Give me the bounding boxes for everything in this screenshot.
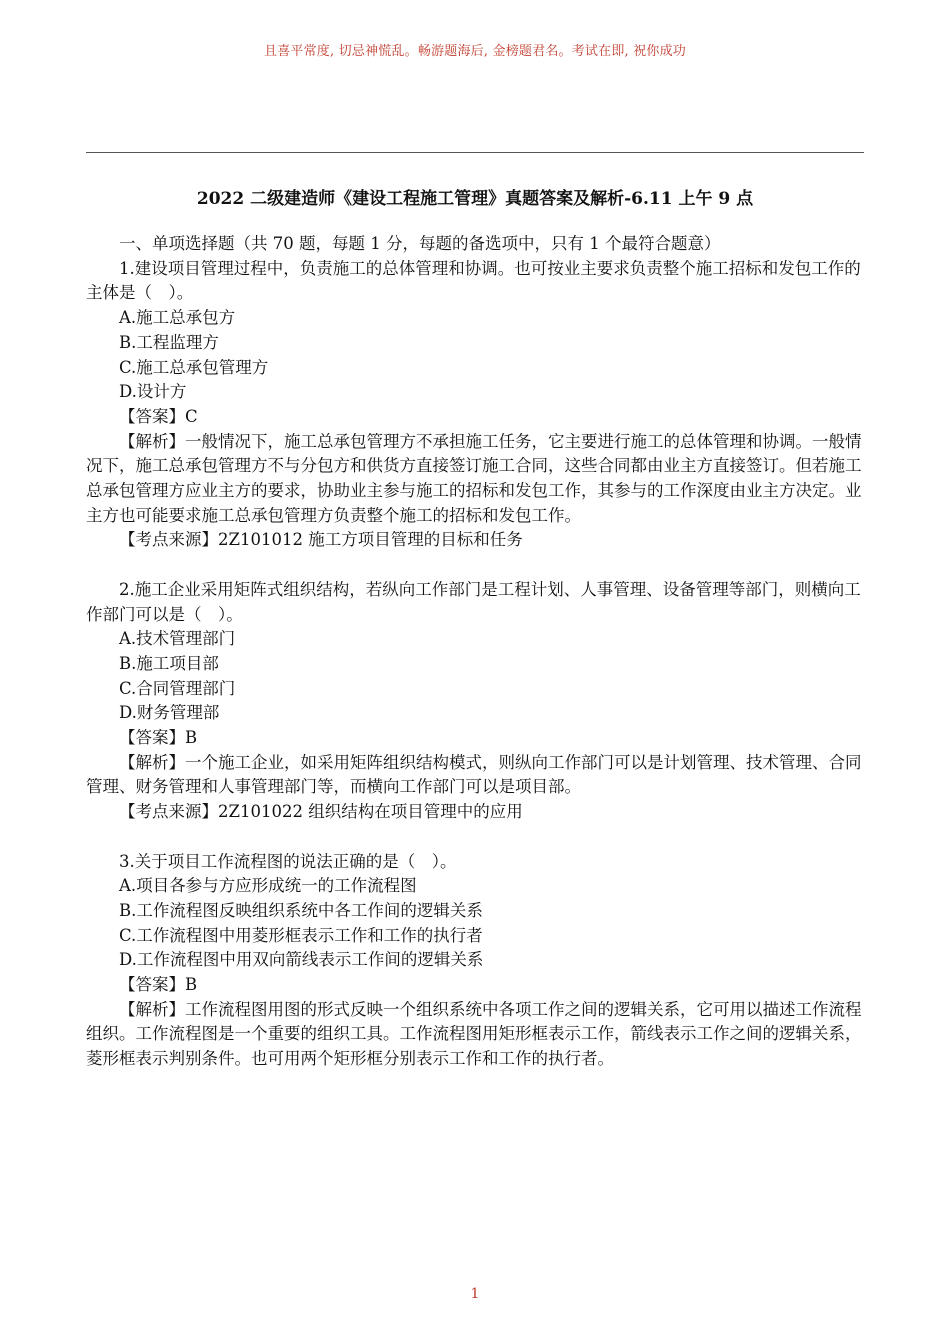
document-title: 2022 二级建造师《建设工程施工管理》真题答案及解析-6.11 上午 9 点 — [196, 189, 754, 209]
question-option: A.技术管理部门 — [119, 629, 236, 649]
question-option: C.合同管理部门 — [119, 678, 236, 698]
question-source: 【考点来源】2Z101022 组织结构在项目管理中的应用 — [119, 802, 523, 822]
question-option: D.工作流程图中用双向箭线表示工作间的逻辑关系 — [119, 950, 484, 970]
question-option: B.工作流程图反映组织系统中各工作间的逻辑关系 — [119, 900, 483, 920]
question-option: C.施工总承包管理方 — [119, 357, 269, 377]
section-heading: 一、单项选择题（共 70 题，每题 1 分，每题的备选项中，只有 1 个最符合题意） — [119, 234, 721, 253]
question-answer: 【答案】B — [119, 975, 198, 995]
question-option: B.施工项目部 — [119, 653, 219, 673]
question-option: B.工程监理方 — [119, 332, 219, 352]
question-option: A.施工总承包方 — [119, 308, 236, 328]
question-option: C.工作流程图中用菱形框表示工作和工作的执行者 — [119, 925, 483, 945]
header-divider — [86, 152, 864, 153]
question-stem: 3.关于项目工作流程图的说法正确的是（ ）。 — [119, 851, 457, 871]
spacer — [86, 553, 864, 578]
question-stem: 2.施工企业采用矩阵式组织结构，若纵向工作部门是工程计划、人事管理、设备管理等部门，则横向工作部门可以是（ ）。 — [86, 579, 861, 624]
page-number: 1 — [470, 1286, 480, 1302]
question-source: 【考点来源】2Z101012 施工方项目管理的目标和任务 — [119, 530, 523, 550]
question-stem: 1.建设项目管理过程中，负责施工的总体管理和协调。也可按业主要求负责整个施工招标和发包工作的主体是（ ）。 — [86, 258, 861, 303]
document-body — [86, 232, 864, 1072]
question-analysis: 【解析】一般情况下，施工总承包管理方不承担施工任务，它主要进行施工的总体管理和协调。一般情况下，施工总承包管理方不与分包方和供货方直接签订施工合同，这些合同都由业主方直接签订。但若施工总承包管理方应业主方的要求，协助业主参与施工的招标和发包工作，其参与的工作深度由业主方决定。业主方也可能要求施工总承包管理方负责整个施工的招标和发包工作。 — [86, 431, 862, 525]
question-answer: 【答案】B — [119, 728, 198, 748]
question-answer: 【答案】C — [119, 406, 198, 426]
header-motto: 且喜平常度, 切忌神慌乱。畅游题海后, 金榜题君名。考试在即, 祝你成功 — [264, 44, 686, 59]
question-option: D.财务管理部 — [119, 703, 220, 723]
question-analysis: 【解析】工作流程图用图的形式反映一个组织系统中各项工作之间的逻辑关系，它可用以描述工作流程组织。工作流程图是一个重要的组织工具。工作流程图用矩形框表示工作，箭线表示工作之间的逻辑关系，菱形框表示判别条件。也可用两个矩形框分别表示工作和工作的执行者。 — [86, 999, 862, 1069]
question-analysis: 【解析】一个施工企业，如采用矩阵组织结构模式，则纵向工作部门可以是计划管理、技术管理、合同管理、财务管理和人事管理部门等，而横向工作部门可以是项目部。 — [86, 752, 862, 797]
spacer — [86, 825, 864, 850]
question-option: A.项目各参与方应形成统一的工作流程图 — [119, 876, 417, 896]
question-option: D.设计方 — [119, 382, 187, 402]
